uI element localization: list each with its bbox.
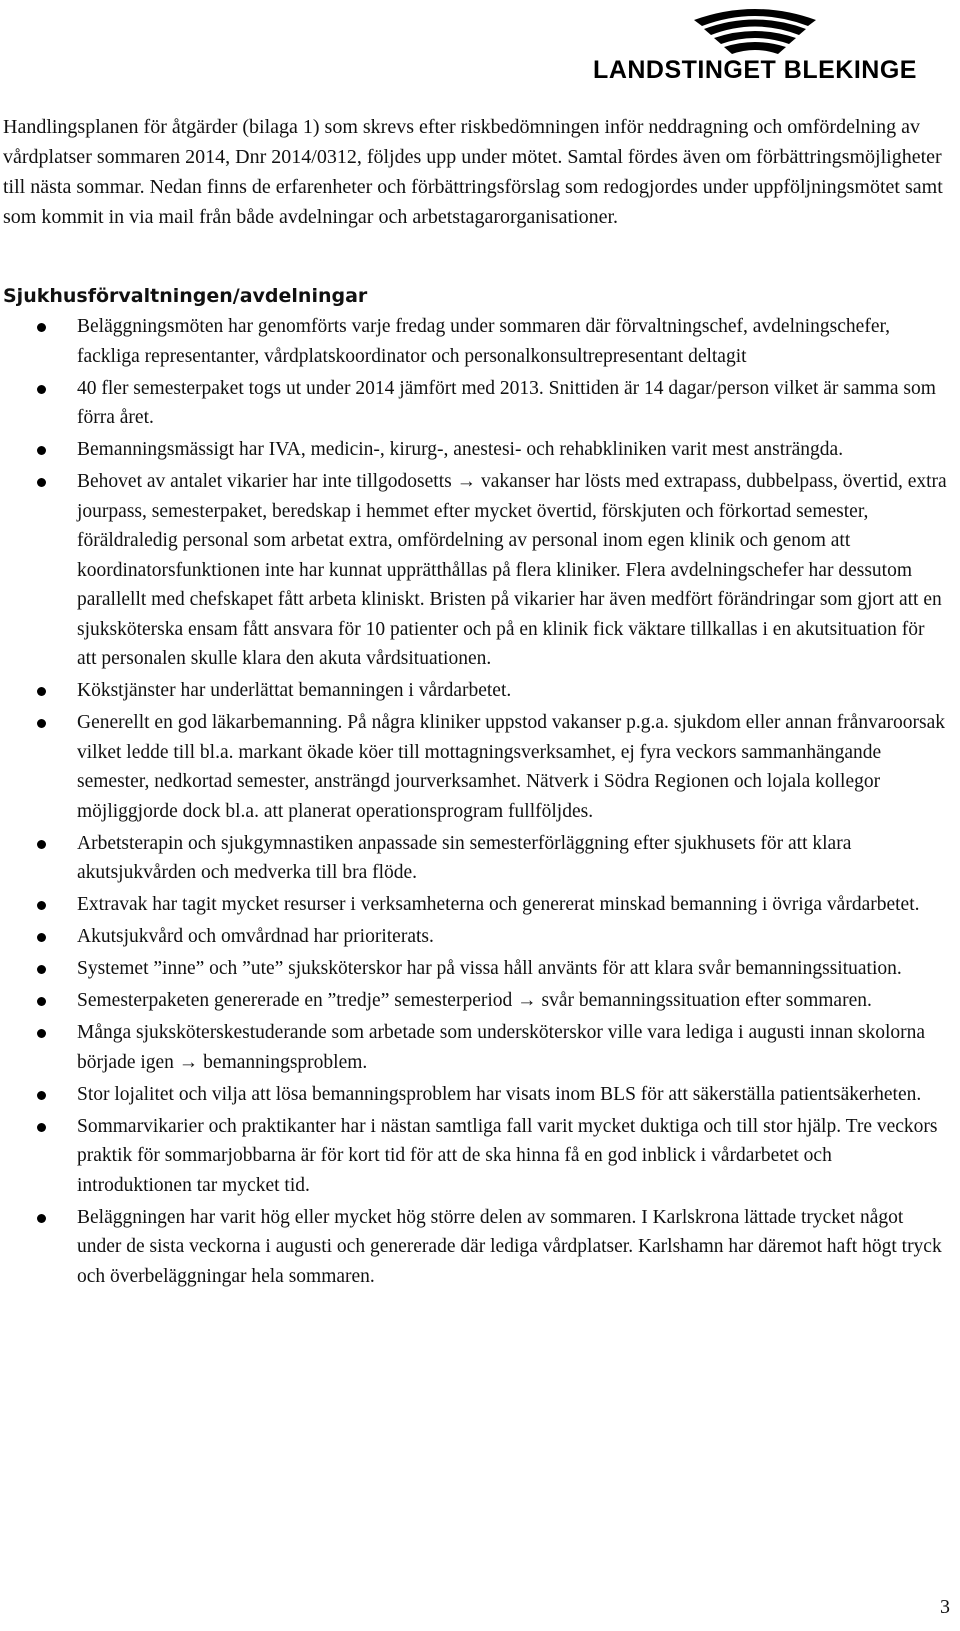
ship-emblem-icon [690,4,820,56]
list-item [0,676,948,706]
bullet-icon [37,1091,46,1100]
list-item-text: Beläggningen har varit hög eller mycket hög större delen av sommaren. I Karlskrona lättade trycket något under de sista veckorna i augusti och genererade där lediga vårdplatser. Karlshamn har däremot haft högt tryck och överbeläggningar hela sommaren. [77,1206,942,1287]
logo-text: LANDSTINGET BLEKINGE [593,56,917,84]
section-heading: Sjukhusförvaltningen/avdelningar [3,285,368,307]
list-item [0,467,948,674]
list-item [0,708,948,826]
bullet-list [0,312,948,1294]
bullet-icon [37,719,46,728]
bullet-icon [37,385,46,394]
list-item [0,829,948,888]
list-item [0,954,948,984]
list-item [0,890,948,920]
bullet-icon [37,1214,46,1223]
list-item-text: Beläggningsmöten har genomförts varje fredag under sommaren där förvaltningschef, avdelningschefer, fackliga representanter, vårdplatskoordinator och personalkonsultrepresentant deltagit [77,316,891,367]
list-item-text: Semesterpaketen genererade en ”tredje” semesterperiod → svår bemanningssituation efter sommaren. [77,990,872,1011]
bullet-icon [37,840,46,849]
list-item [0,922,948,952]
bullet-icon [37,687,46,696]
list-item [0,374,948,433]
bullet-icon [37,997,46,1006]
logo [570,4,940,90]
list-item-text: Stor lojalitet och vilja att lösa bemanningsproblem har visats inom BLS för att säkerställa patientsäkerheten. [77,1083,922,1105]
list-item-text: 40 fler semesterpaket togs ut under 2014 jämfört med 2013. Snittiden är 14 dagar/person vilket är samma som förra året. [77,377,936,428]
list-item-text: Kökstjänster har underlättat bemanningen i vårdarbetet. [77,680,512,701]
page-number: 3 [940,1596,950,1618]
list-item-text: Akutsjukvård och omvårdnad har prioriterats. [77,926,434,947]
list-item-text: Behovet av antalet vikarier har inte tillgodosetts → vakanser har lösts med extrapass, dubbelpass, övertid, extra jourpass, semesterpaket, beredskap i hemmet efter mycket övertid, förskjuten och förkortad semester, föräldraledig personal som arbetat extra, omfördelning av personal inom egen klinik och genom att koordinatorsfunktionen inte har kunnat upprätthållas på flera kliniker. Flera avdelningschefer har dessutom parallellt med chefskapet fått arbeta kliniskt. Bristen på vikarier har även medfört förändringar som gjort att en sjuksköterska ensam fått ansvara för 10 patienter och på en klinik fick väktare tillkallas i en akutsituation för att personalen skulle klara den akuta vårdsituationen. [77,471,947,669]
bullet-icon [37,446,46,455]
bullet-icon [37,1029,46,1038]
list-item [0,986,948,1016]
list-item-text: Sommarvikarier och praktikanter har i nästan samtliga fall varit mycket duktiga och till stor hjälp. Tre veckors praktik för sommarjobbarna är för kort tid för att de ska hinna få en god inblick i vårdarbetet och introduktionen tar mycket tid. [77,1115,938,1196]
bullet-icon [37,933,46,942]
list-item-text: Systemet ”inne” och ”ute” sjuksköterskor har på vissa håll använts för att klara svår bemanningssituation. [77,958,902,979]
list-item [0,435,948,465]
bullet-icon [37,901,46,910]
intro-paragraph: Handlingsplanen för åtgärder (bilaga 1) som skrevs efter riskbedömningen inför neddragning och omfördelning av vårdplatser sommaren 2014, Dnr 2014/0312, följdes upp under mötet. Samtal fördes även om förbättringsmöjligheter till nästa sommar. Nedan finns de erfarenheter och förbättringsförslag som redogjordes under uppföljningsmötet samt som kommit in via mail från både avdelningar och arbetstagarorganisationer. [3,116,943,228]
bullet-icon [37,478,46,487]
list-item-text: Arbetsterapin och sjukgymnastiken anpassade sin semesterförläggning efter sjukhusets för att klara akutsjukvården och medverka till bra flöde. [77,832,852,883]
list-item [0,1018,948,1077]
list-item-text: Bemanningsmässigt har IVA, medicin-, kirurg-, anestesi- och rehabkliniken varit mest ansträngda. [77,439,844,460]
list-item [0,1112,948,1201]
list-item-text: Extravak har tagit mycket resurser i verksamheterna och genererat minskad bemanning i övriga vårdarbetet. [77,894,920,915]
list-item [0,1080,948,1110]
list-item-text: Många sjuksköterskestuderande som arbetade som undersköterskor ville vara lediga i augusti innan skolorna började igen → bemanningsproblem. [77,1022,926,1073]
list-item [0,312,948,371]
list-item-text: Generellt en god läkarbemanning. På några kliniker uppstod vakanser p.g.a. sjukdom eller annan frånvaroorsak vilket ledde till bl.a. markant ökade köer till mottagningsverksamhet, ej fyra veckors sammanhängande semester, nedkortad semester, ansträngd jourverksamhet. Nätverk i Södra Regionen och lojala kollegor möjliggjorde dock bl.a. att planerat operationsprogram fullföljdes. [77,712,946,822]
bullet-icon [37,1123,46,1132]
list-item [0,1203,948,1292]
bullet-icon [37,965,46,974]
bullet-icon [37,323,46,332]
